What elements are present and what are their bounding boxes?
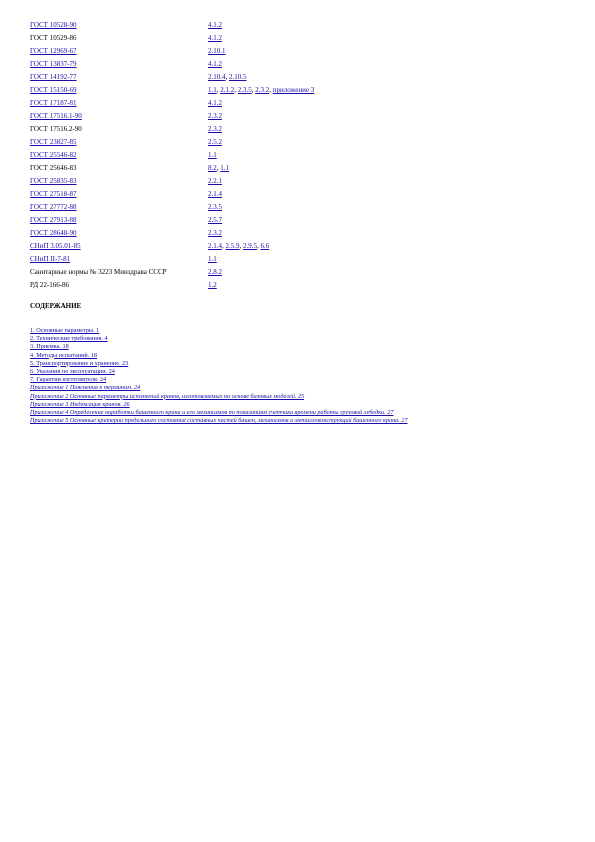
clause-link[interactable]: 4.1.2 — [208, 34, 222, 42]
reference-row — [30, 32, 314, 45]
reference-row — [30, 97, 314, 110]
reference-document-text: РД 22-166-86 — [30, 281, 70, 289]
toc-section-link[interactable]: 4. Методы испытаний. 18 — [30, 351, 98, 359]
reference-clauses-cell — [208, 279, 314, 292]
clause-link[interactable]: 2.3.2 — [208, 112, 222, 120]
toc-section-link[interactable]: 6. Указания по эксплуатации. 24 — [30, 368, 115, 376]
reference-document-link[interactable]: ГОСТ 27518-87 — [30, 190, 77, 198]
reference-document-link[interactable]: ГОСТ 17187-81 — [30, 99, 77, 107]
reference-document-link[interactable]: ГОСТ 27913-88 — [30, 216, 77, 224]
reference-clauses-cell — [208, 227, 314, 240]
clause-separator: , — [222, 242, 226, 250]
clause-link[interactable]: 2.1.4 — [208, 242, 222, 250]
clause-link[interactable]: 2.1.4 — [208, 190, 222, 198]
contents-title: СОДЕРЖАНИЕ — [30, 302, 82, 310]
reference-document-cell — [30, 45, 208, 58]
reference-document-cell — [30, 227, 208, 240]
clause-link[interactable]: 4.1.2 — [208, 21, 222, 29]
reference-row — [30, 201, 314, 214]
toc-item — [30, 335, 560, 343]
reference-clauses-cell — [208, 240, 314, 253]
reference-document-cell — [30, 214, 208, 227]
reference-document-link[interactable]: ГОСТ 25546-82 — [30, 151, 77, 159]
reference-clauses-cell — [208, 149, 314, 162]
reference-document-link[interactable]: ГОСТ 17516.1-90 — [30, 112, 82, 120]
toc-item — [30, 401, 560, 409]
clause-link[interactable]: 2.3.5 — [208, 203, 222, 211]
reference-row — [30, 123, 314, 136]
reference-row — [30, 149, 314, 162]
clause-link[interactable]: 2.3.2 — [208, 229, 222, 237]
clause-link[interactable]: 2.3.5 — [237, 86, 252, 94]
reference-clauses-cell — [208, 19, 314, 32]
reference-document-text: ГОСТ 17516.2-90 — [30, 125, 82, 133]
clause-link[interactable]: 2.5.2 — [208, 138, 222, 146]
reference-row — [30, 71, 314, 84]
clause-separator: , — [216, 86, 221, 94]
reference-clauses-cell — [208, 175, 314, 188]
reference-document-link[interactable]: ГОСТ 25835-83 — [30, 177, 77, 185]
clause-link[interactable]: 4.1.2 — [208, 60, 222, 68]
reference-document-link[interactable]: ГОСТ 12969-67 — [30, 47, 77, 55]
reference-document-link[interactable]: ГОСТ 23827-85 — [30, 138, 77, 146]
toc-section-link[interactable]: 7. Гарантии изготовителя. 24 — [30, 376, 107, 384]
reference-document-link[interactable]: ГОСТ 15150-69 — [30, 86, 77, 94]
reference-document-cell — [30, 149, 208, 162]
clause-link[interactable]: 2.10.4 — [208, 73, 226, 81]
toc-section-link[interactable]: 2. Технические требования. 4 — [30, 335, 108, 343]
reference-document-cell — [30, 201, 208, 214]
reference-document-cell — [30, 71, 208, 84]
toc-item — [30, 384, 560, 392]
reference-row — [30, 214, 314, 227]
reference-document-text: ГОСТ 10529-86 — [30, 34, 77, 42]
reference-clauses-cell — [208, 84, 314, 97]
reference-clauses-cell — [208, 253, 314, 266]
clause-link[interactable]: 1.1 — [220, 164, 229, 172]
reference-document-cell — [30, 279, 208, 292]
reference-clauses-cell — [208, 110, 314, 123]
toc-item — [30, 368, 560, 376]
toc-item — [30, 376, 560, 384]
reference-clauses-cell — [208, 266, 314, 279]
toc-section-link[interactable]: 3. Приемка. 18 — [30, 343, 69, 351]
reference-row — [30, 253, 314, 266]
toc-item — [30, 393, 560, 401]
reference-document-cell — [30, 240, 208, 253]
reference-clauses-cell — [208, 136, 314, 149]
reference-document-link[interactable]: ГОСТ 28648-90 — [30, 229, 77, 237]
clause-link[interactable]: 2.5.7 — [208, 216, 222, 224]
reference-document-text: Санитарные нормы № 3223 Минздрава СССР — [30, 268, 167, 276]
clause-separator: , — [257, 242, 261, 250]
reference-document-link[interactable]: СНиП II-7-81 — [30, 255, 71, 263]
clause-link[interactable]: 2.3.2 — [208, 125, 222, 133]
reference-document-link[interactable]: ГОСТ 10528-90 — [30, 21, 77, 29]
reference-clauses-cell — [208, 201, 314, 214]
clause-link[interactable]: 2.3.2 — [255, 86, 270, 94]
reference-row — [30, 162, 314, 175]
reference-row — [30, 45, 314, 58]
clause-separator: , — [269, 86, 273, 94]
reference-document-cell — [30, 136, 208, 149]
reference-document-cell — [30, 266, 208, 279]
reference-row — [30, 240, 314, 253]
clause-separator: , — [216, 164, 221, 172]
clause-link[interactable]: приложение 3 — [272, 86, 315, 94]
reference-row — [30, 84, 314, 97]
reference-document-cell — [30, 97, 208, 110]
table-of-contents — [30, 327, 560, 425]
clause-link[interactable]: 8.2 — [208, 164, 217, 172]
reference-row — [30, 188, 314, 201]
reference-clauses-cell — [208, 45, 314, 58]
reference-clauses-cell — [208, 58, 314, 71]
reference-clauses-cell — [208, 162, 314, 175]
reference-document-cell — [30, 253, 208, 266]
reference-row — [30, 175, 314, 188]
clause-separator: , — [251, 86, 256, 94]
clause-link[interactable]: 2.10.5 — [229, 73, 247, 81]
reference-document-cell — [30, 110, 208, 123]
reference-clauses-cell — [208, 97, 314, 110]
toc-item — [30, 409, 560, 417]
reference-row — [30, 58, 314, 71]
reference-document-link[interactable]: СНиП 3.05.01-85 — [30, 242, 81, 250]
reference-document-cell — [30, 84, 208, 97]
clause-link[interactable]: 4.1.2 — [208, 99, 222, 107]
reference-document-link[interactable]: ГОСТ 27772-88 — [30, 203, 77, 211]
references-table-body — [30, 19, 314, 292]
clause-link[interactable]: 1.1 — [208, 86, 217, 94]
reference-clauses-cell — [208, 188, 314, 201]
reference-row — [30, 19, 314, 32]
reference-row — [30, 266, 314, 279]
toc-section-link[interactable]: 5. Транспортирование и хранение. 23 — [30, 359, 129, 367]
toc-item — [30, 343, 560, 351]
clause-link[interactable]: 2.1.2 — [220, 86, 235, 94]
toc-appendix-link[interactable]: Приложение 1 Пояснения к терминам. 24 — [30, 384, 141, 392]
reference-row — [30, 136, 314, 149]
reference-document-link[interactable]: ГОСТ 14192-77 — [30, 73, 77, 81]
reference-row — [30, 227, 314, 240]
toc-appendix-link[interactable]: Приложение 2 Основные параметры исполнений кранов, изготовляемых на основе базовых моделей. 25 — [30, 392, 305, 400]
reference-document-cell — [30, 162, 208, 175]
clause-separator: , — [234, 86, 238, 94]
clause-link[interactable]: 1.1 — [208, 255, 217, 263]
clause-link[interactable]: 2.10.1 — [208, 47, 226, 55]
reference-row — [30, 279, 314, 292]
reference-clauses-cell — [208, 123, 314, 136]
clause-separator: , — [239, 242, 243, 250]
toc-section-link[interactable]: 1. Основные параметры. 1 — [30, 327, 100, 334]
clause-separator: , — [225, 73, 229, 81]
toc-appendix-link[interactable]: Приложение 3 Индексация кранов. 26 — [30, 400, 130, 408]
toc-item — [30, 417, 560, 425]
document-page — [30, 19, 560, 425]
reference-document-cell — [30, 188, 208, 201]
toc-appendix-link[interactable]: Приложение 5 Основные критерии предельного состояния составных частей башен, механизмов и металлоконструкций башенного крана. 27 — [30, 417, 408, 425]
clause-link[interactable]: 6.6 — [260, 242, 270, 250]
reference-row — [30, 110, 314, 123]
reference-clauses-cell — [208, 71, 314, 84]
references-table — [30, 19, 314, 292]
reference-clauses-cell — [208, 32, 314, 45]
reference-document-link[interactable]: ГОСТ 13837-79 — [30, 60, 77, 68]
toc-appendix-link[interactable]: Приложение 4 Определение наработки башенного крана и его механизмов по показаниям счетчика времени работы грузовой лебедки. 27 — [30, 409, 394, 417]
clause-link[interactable]: 1.1 — [208, 151, 217, 159]
reference-clauses-cell — [208, 214, 314, 227]
clause-link[interactable]: 1.2 — [208, 281, 217, 289]
toc-item — [30, 360, 560, 368]
clause-link[interactable]: 2.5.9 — [225, 242, 240, 250]
reference-document-text: ГОСТ 25646-83 — [30, 164, 77, 172]
clause-link[interactable]: 2.8.2 — [208, 268, 222, 276]
toc-item — [30, 327, 560, 335]
reference-document-cell — [30, 175, 208, 188]
reference-document-cell — [30, 123, 208, 136]
reference-document-cell — [30, 32, 208, 45]
reference-document-cell — [30, 58, 208, 71]
clause-link[interactable]: 2.2.1 — [208, 177, 222, 185]
toc-item — [30, 352, 560, 360]
reference-document-cell — [30, 19, 208, 32]
clause-link[interactable]: 2.9.5 — [243, 242, 257, 250]
